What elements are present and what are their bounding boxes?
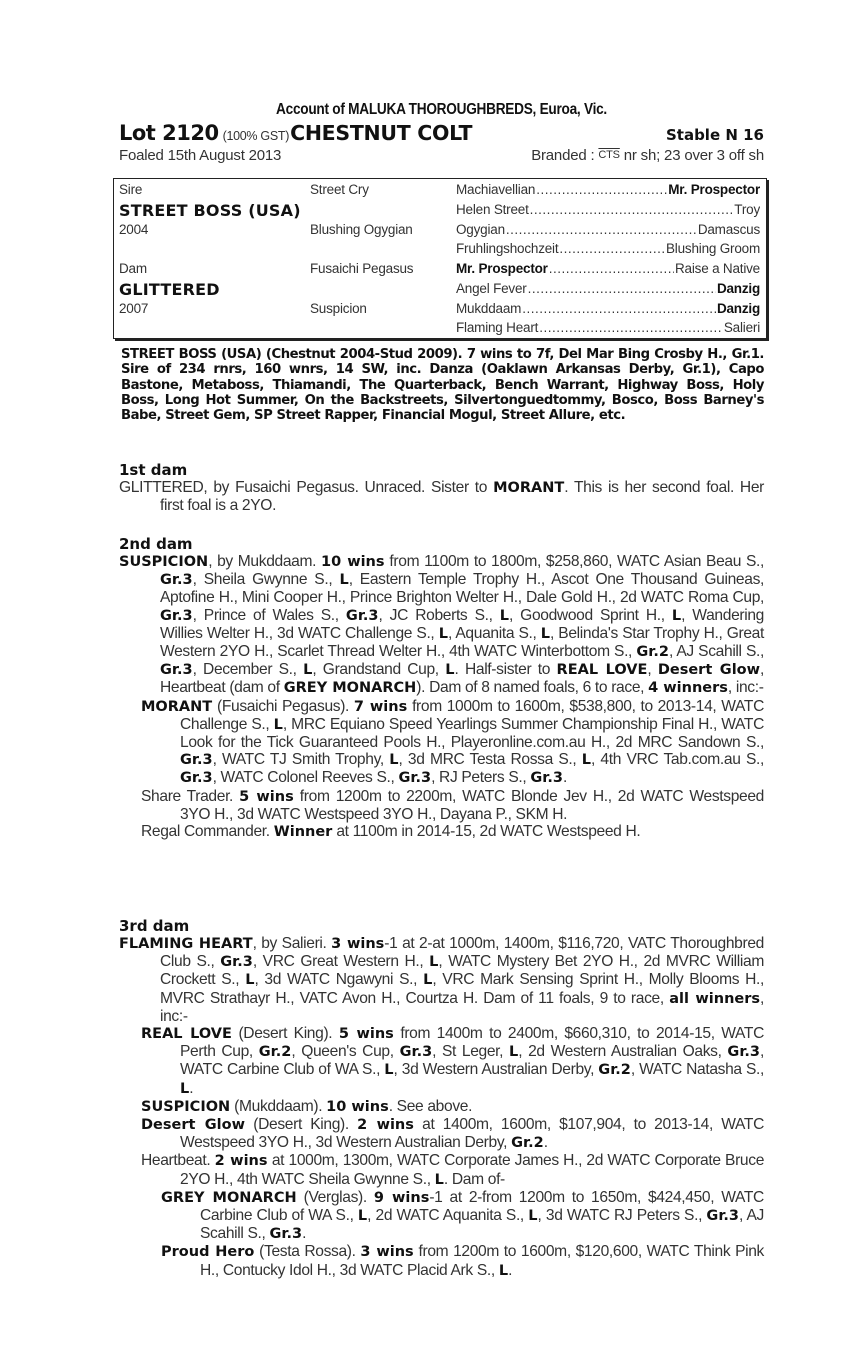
sire-summary: STREET BOSS (USA) (Chestnut 2004-Stud 2009). 7 wins to 7f, Del Mar Bing Crosby H., Gr.1. Sire of 234 rnrs, 160 wnrs, 14 SW, inc. Danza (Oaklawn Arkansas Derby, Gr.1), Capo Bastone, Metaboss, Thiamandi, The Quarterback, Bench Warrant, Highway Boss, Holy Boss, Long Hot Summer, On the Backstreets, Silvertonguedtommy, Bosco, Boss Barney's Babe, Street Gem, SP Street Rapper, Financial Mogul, Street Allure, etc. — [121, 347, 764, 424]
second-dam-entry: SUSPICION, by Mukddaam. 10 wins from 1100m to 1800m, $258,860, WATC Asian Beau S., Gr.3, Sheila Gwynne S., L, Eastern Temple Trophy H., Ascot One Thousand Guineas, Aptofine H., Mini Cooper H., Prince Brighton Welter H., Dale Gold H., 2d WATC Roma Cup, Gr.3, Prince of Wales S., Gr.3, JC Roberts S., L, Goodwood Sprint H., L, Wandering Willies Welter H., 3d WATC Challenge S., L, Aquanita S., L, Belinda's Star Trophy H., Great Western 2YO H., Scarlet Thread Welter H., 4th WATC Winterbottom S., Gr.2, AJ Scahill S., Gr.3, December S., L, Grandstand Cup, L. Half-sister to REAL LOVE, Desert Glow, Heartbeat (dam of GREY MONARCH). Dam of 8 named foals, 6 to race, 4 winners, inc:- — [119, 553, 765, 697]
horse-name: MORANT — [141, 698, 213, 715]
ancestor-row — [456, 182, 760, 197]
ancestor-right: Salieri — [723, 320, 760, 335]
leader-dots — [522, 301, 716, 316]
ancestor-row — [456, 261, 760, 276]
horse-name: Regal Commander. — [141, 823, 274, 841]
progeny-entry: Desert Glow (Desert King). 2 wins at 1400m, 1600m, $107,904, to 2013-14, WATC Westspeed 3YO H., 3d Western Australian Derby, Gr.2. — [141, 1116, 764, 1152]
lot-number: Lot 2120 — [119, 121, 219, 145]
section-title: 1st dam — [119, 461, 188, 479]
dam-dam: Suspicion — [310, 301, 367, 316]
leader-dots — [539, 320, 723, 335]
horse-name: Desert Glow — [141, 1117, 245, 1134]
ancestor-left: Flaming Heart — [456, 320, 539, 335]
progeny-entry: Heartbeat. 2 wins at 1000m, 1300m, WATC Corporate James H., 2d WATC Corporate Bruce 2YO H., 4th WATC Sheila Gwynne S., L. Dam of- — [141, 1152, 765, 1188]
ancestor-left: Fruhlingshochzeit — [456, 241, 559, 256]
ancestor-right: Mr. Prospector — [668, 182, 760, 197]
ancestor-row — [456, 281, 760, 296]
grand-progeny-entry: Proud Hero (Testa Rossa). 3 wins from 1200m to 1600m, $120,600, WATC Think Pink H., Contucky Idol H., 3d WATC Placid Ark S., L. — [161, 1243, 765, 1279]
ancestor-left: Mr. Prospector — [456, 261, 548, 276]
horse-name: REAL LOVE — [141, 1026, 232, 1043]
lot-line — [119, 121, 764, 145]
leader-dots — [536, 182, 667, 197]
ancestor-left: Mukddaam — [456, 301, 522, 316]
foaled-line — [119, 145, 764, 166]
first-dam-entry: GLITTERED, by Fusaichi Pegasus. Unraced. Sister to MORANT. This is her second foal. Her first foal is a 2YO. — [119, 479, 764, 515]
horse-name: FLAMING HEART — [119, 936, 253, 952]
horse-name: Proud Hero — [161, 1244, 255, 1261]
dam-name: GLITTERED — [119, 280, 220, 299]
third-dam-entry: FLAMING HEART, by Salieri. 3 wins-1 at 2-at 1000m, 1400m, $116,720, VATC Thoroughbred Club S., Gr.3, VRC Great Western H., L, WATC Mystery Bet 2YO H., 2d MVRC William Crockett S., L, 3d WATC Ngawyni S., L, VRC Mark Sensing Sprint H., Molly Blooms H., MVRC Strathayr H., VATC Avon H., Courtza H. Dam of 11 foals, 9 to race, all winners, inc:- — [119, 935, 764, 1025]
progeny-entry: Regal Commander. Winner at 1100m in 2014-15, 2d WATC Westspeed H. — [141, 823, 641, 841]
ancestor-row — [456, 222, 760, 237]
sire-sire: Street Cry — [310, 182, 369, 197]
ancestor-left: Ogygian — [456, 222, 505, 237]
stable-location: Stable N 16 — [665, 126, 764, 144]
gst-note: (100% GST) — [222, 129, 290, 143]
ancestor-left: Angel Fever — [456, 281, 527, 296]
leader-dots — [559, 241, 665, 256]
sire-label: Sire — [119, 182, 143, 197]
horse-description: CHESTNUT COLT — [290, 121, 473, 145]
ancestor-right: Raise a Native — [675, 261, 760, 276]
brand-info — [531, 145, 764, 166]
progeny-entry: REAL LOVE (Desert King). 5 wins from 1400m to 2400m, $660,310, to 2014-15, WATC Perth Cup, Gr.2, Queen's Cup, Gr.3, St Leger, L, 2d Western Australian Oaks, Gr.3, WATC Carbine Club of WA S., L, 3d Western Australian Derby, Gr.2, WATC Natasha S., L. — [141, 1025, 764, 1097]
sire-name: STREET BOSS (USA) — [119, 201, 301, 220]
pedigree-table — [113, 178, 767, 339]
grand-progeny-entry: GREY MONARCH (Verglas). 9 wins-1 at 2-from 1200m to 1650m, $424,450, WATC Carbine Club of WA S., L, 2d WATC Aquanita S., L, 3d WATC RJ Peters S., Gr.3, AJ Scahill S., Gr.3. — [161, 1188, 764, 1243]
dam-label: Dam — [119, 261, 147, 276]
ancestor-right: Troy — [734, 202, 760, 217]
first-dam-section — [119, 462, 764, 514]
foaled-date: Foaled 15th August 2013 — [119, 147, 282, 164]
horse-name: Share Trader. — [141, 787, 240, 805]
ancestor-row — [456, 301, 760, 316]
leader-dots — [549, 261, 674, 276]
horse-name: SUSPICION — [141, 1098, 231, 1115]
second-dam-section — [119, 536, 764, 841]
progeny-entry: MORANT (Fusaichi Pegasus). 7 wins from 1000m to 1600m, $538,800, to 2013-14, WATC Challenge S., L, MRC Equiano Speed Yearlings Summer Championship Final H., WATC Look for the Tick Guaranteed Pools H., Playeronline.com.au H., 2d MRC Sandown S., Gr.3, WATC TJ Smith Trophy, L, 3d MRC Testa Rossa S., L, 4th VRC Tab.com.au S., Gr.3, WATC Colonel Reeves S., Gr.3, RJ Peters S., Gr.3. — [141, 697, 764, 787]
ancestor-left: Helen Street — [456, 202, 529, 217]
horse-name: Heartbeat. — [141, 1152, 215, 1170]
ancestor-left: Machiavellian — [456, 182, 536, 197]
ancestor-right: Danzig — [716, 281, 760, 296]
section-title: 3rd dam — [119, 917, 190, 935]
progeny-entry: Share Trader. 5 wins from 1200m to 2200m, WATC Blonde Jev H., 2d WATC Westspeed 3YO H., 3d WATC Westspeed 3YO H., Dayana P., SKM H. — [141, 787, 764, 823]
leader-dots — [506, 222, 697, 237]
brand-mark: $\overline{CTS}$ — [598, 149, 620, 161]
third-dam-section — [119, 918, 764, 1280]
ancestor-right: Damascus — [697, 222, 760, 237]
sire-dam: Blushing Ogygian — [310, 222, 413, 237]
brand-suffix: nr sh; 23 over 3 off sh — [619, 147, 764, 164]
catalogue-header — [119, 100, 764, 166]
ancestor-right: Blushing Groom — [666, 241, 760, 256]
vendor-account: Account of MALUKA THOROUGHBREDS, Euroa, Vic. — [276, 101, 607, 118]
progeny-entry: SUSPICION (Mukddaam). 10 wins. See above. — [141, 1097, 473, 1115]
section-title: 2nd dam — [119, 535, 193, 553]
dam-year: 2007 — [119, 301, 149, 316]
sire-year: 2004 — [119, 222, 149, 237]
ancestor-row — [456, 320, 760, 335]
dam-sire: Fusaichi Pegasus — [310, 261, 414, 276]
horse-name: SUSPICION — [119, 554, 209, 570]
ancestor-row — [456, 241, 760, 256]
leader-dots — [530, 202, 734, 217]
ancestor-right: Danzig — [716, 301, 760, 316]
horse-name: MORANT — [493, 480, 565, 496]
ancestor-row — [456, 202, 760, 217]
brand-prefix: Branded : — [531, 147, 599, 164]
horse-name: GREY MONARCH — [161, 1189, 297, 1206]
leader-dots — [528, 281, 716, 296]
